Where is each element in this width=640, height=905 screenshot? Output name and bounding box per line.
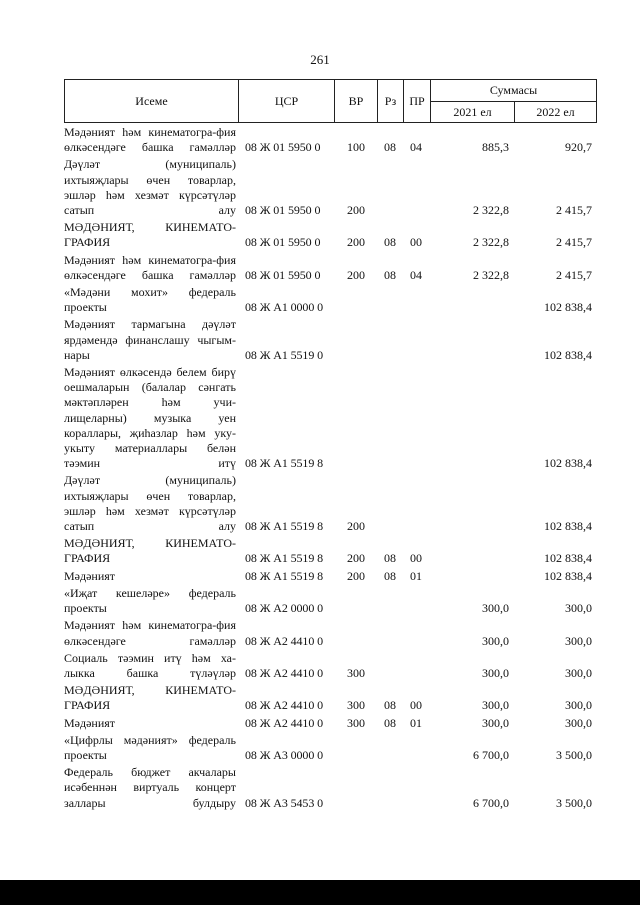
header-sums: Суммасы [431,80,597,102]
row-name: Мәдәният һәм кинематогра-фия өлкәсендәге башка гамәлләр [64,125,236,155]
row-sum-2021: 300,0 [482,601,509,616]
row-sum-2022: 2 415,7 [556,203,592,218]
table-row [64,125,596,155]
row-pr: 00 [410,698,422,713]
table-row [64,683,596,713]
table-header [64,79,597,123]
row-csr: 08 Ж 01 5950 0 [245,140,321,155]
row-name: Мәдәният тармагына дәүләт ярдәмендә финанслашу чыгым-нары [64,317,236,362]
row-sum-2022: 2 415,7 [556,235,592,250]
row-csr: 08 Ж А1 5519 0 [245,347,324,362]
table-row [64,651,596,681]
row-name: МӘДӘНИЯТ, КИНЕМАТО-ГРАФИЯ [64,220,236,250]
row-vr: 200 [347,267,365,282]
row-csr: 08 Ж 01 5950 0 [245,203,321,218]
row-sum-2022: 102 838,4 [544,456,592,471]
row-vr: 300 [347,665,365,680]
table-row [64,253,596,283]
table-row [64,716,596,731]
table-row [64,733,596,763]
row-name: Мәдәният өлкәсендә белем бирү оешмаларын (балалар сәнгать мәктәпләрен һәм учи-лищеларны) музыка уен кораллары, җиһазлар һәм уку-укыту материаллары белән тәэмин итү [64,365,236,471]
row-csr: 08 Ж 01 5950 0 [245,267,321,282]
row-pr: 01 [410,568,422,583]
row-rz: 08 [384,140,396,155]
row-rz: 08 [384,235,396,250]
row-sum-2021: 2 322,8 [473,203,509,218]
row-vr: 200 [347,235,365,250]
row-vr: 200 [347,203,365,218]
row-sum-2021: 6 700,0 [473,795,509,810]
row-sum-2021: 300,0 [482,665,509,680]
table-row [64,765,596,811]
table-row [64,536,596,566]
table-row [64,586,596,616]
row-sum-2021: 300,0 [482,633,509,648]
row-name: Дәүләт (муниципаль) ихтыяҗлары өчен товарлар, эшләр һәм хезмәт күрсәтүләр сатып алу [64,473,236,534]
row-csr: 08 Ж 01 5950 0 [245,235,321,250]
row-sum-2022: 300,0 [565,633,592,648]
row-name: «Мәдәни мохит» федераль проекты [64,285,236,315]
table-row [64,365,596,471]
row-sum-2022: 102 838,4 [544,568,592,583]
scan-bottom-edge [0,880,640,905]
header-vr: ВР [335,80,378,123]
row-sum-2022: 3 500,0 [556,795,592,810]
header-name: Исеме [65,80,239,123]
row-pr: 00 [410,551,422,566]
row-name: Мәдәният һәм кинематогра-фия өлкәсендәге башка гамәлләр [64,252,236,282]
row-sum-2022: 3 500,0 [556,747,592,762]
row-csr: 08 Ж А2 0000 0 [245,601,324,616]
header-year-2022: 2022 ел [515,102,597,123]
row-vr: 200 [347,519,365,534]
row-name: Федераль бюджет акчалары исәбеннән виртуаль концерт заллары булдыру [64,765,236,810]
table-row [64,317,596,363]
row-rz: 08 [384,698,396,713]
row-sum-2021: 6 700,0 [473,747,509,762]
row-sum-2022: 920,7 [565,140,592,155]
row-sum-2021: 2 322,8 [473,235,509,250]
row-name: МӘДӘНИЯТ, КИНЕМАТО-ГРАФИЯ [64,683,236,713]
row-name: МӘДӘНИЯТ, КИНЕМАТО-ГРАФИЯ [64,536,236,566]
table-row [64,285,596,315]
row-csr: 08 Ж А1 5519 8 [245,456,324,471]
row-sum-2021: 2 322,8 [473,267,509,282]
header-year-2021: 2021 ел [431,102,515,123]
row-vr: 100 [347,140,365,155]
header-rz: Рз [378,80,404,123]
row-sum-2022: 102 838,4 [544,551,592,566]
row-name: «Иҗат кешеләре» федераль проекты [64,585,236,616]
row-pr: 04 [410,267,422,282]
row-csr: 08 Ж А2 4410 0 [245,715,324,730]
row-sum-2021: 300,0 [482,698,509,713]
header-pr: ПР [404,80,431,123]
table-row [64,157,596,218]
row-name: Дәүләт (муниципаль) ихтыяҗлары өчен товарлар, эшләр һәм хезмәт күрсәтүләр сатып алу [64,157,236,218]
row-csr: 08 Ж А3 5453 0 [245,795,324,810]
row-name: «Цифрлы мәдәният» федераль проекты [64,732,236,762]
row-vr: 200 [347,551,365,566]
row-sum-2022: 2 415,7 [556,267,592,282]
row-sum-2021: 885,3 [482,140,509,155]
table-row [64,618,596,648]
row-csr: 08 Ж А1 5519 8 [245,519,324,534]
row-sum-2022: 300,0 [565,665,592,680]
row-name: Мәдәният һәм кинематогра-фия өлкәсендәге гамәлләр [64,618,236,648]
row-csr: 08 Ж А2 4410 0 [245,633,324,648]
row-vr: 300 [347,715,365,730]
row-csr: 08 Ж А3 0000 0 [245,747,324,762]
row-rz: 08 [384,267,396,282]
row-rz: 08 [384,568,396,583]
row-sum-2022: 102 838,4 [544,300,592,315]
page-number: 261 [310,52,330,67]
row-name: Мәдәният [64,715,116,730]
row-pr: 04 [410,140,422,155]
row-sum-2022: 300,0 [565,698,592,713]
row-csr: 08 Ж А2 4410 0 [245,665,324,680]
row-sum-2022: 102 838,4 [544,519,592,534]
row-vr: 300 [347,698,365,713]
row-name: Социаль тәэмин итү һәм ха-лыкка башка түләүләр [64,650,236,680]
row-rz: 08 [384,551,396,566]
row-sum-2021: 300,0 [482,715,509,730]
table-body [64,125,596,811]
table-row [64,569,596,584]
row-csr: 08 Ж А2 4410 0 [245,698,324,713]
row-pr: 00 [410,235,422,250]
row-name: Мәдәният [64,568,116,583]
row-rz: 08 [384,715,396,730]
row-csr: 08 Ж А1 0000 0 [245,300,324,315]
row-sum-2022: 300,0 [565,601,592,616]
row-pr: 01 [410,715,422,730]
row-csr: 08 Ж А1 5519 8 [245,568,324,583]
row-sum-2022: 102 838,4 [544,347,592,362]
row-vr: 200 [347,568,365,583]
table-row [64,220,596,250]
row-sum-2022: 300,0 [565,715,592,730]
table-row [64,473,596,534]
header-csr: ЦСР [239,80,335,123]
row-csr: 08 Ж А1 5519 8 [245,551,324,566]
